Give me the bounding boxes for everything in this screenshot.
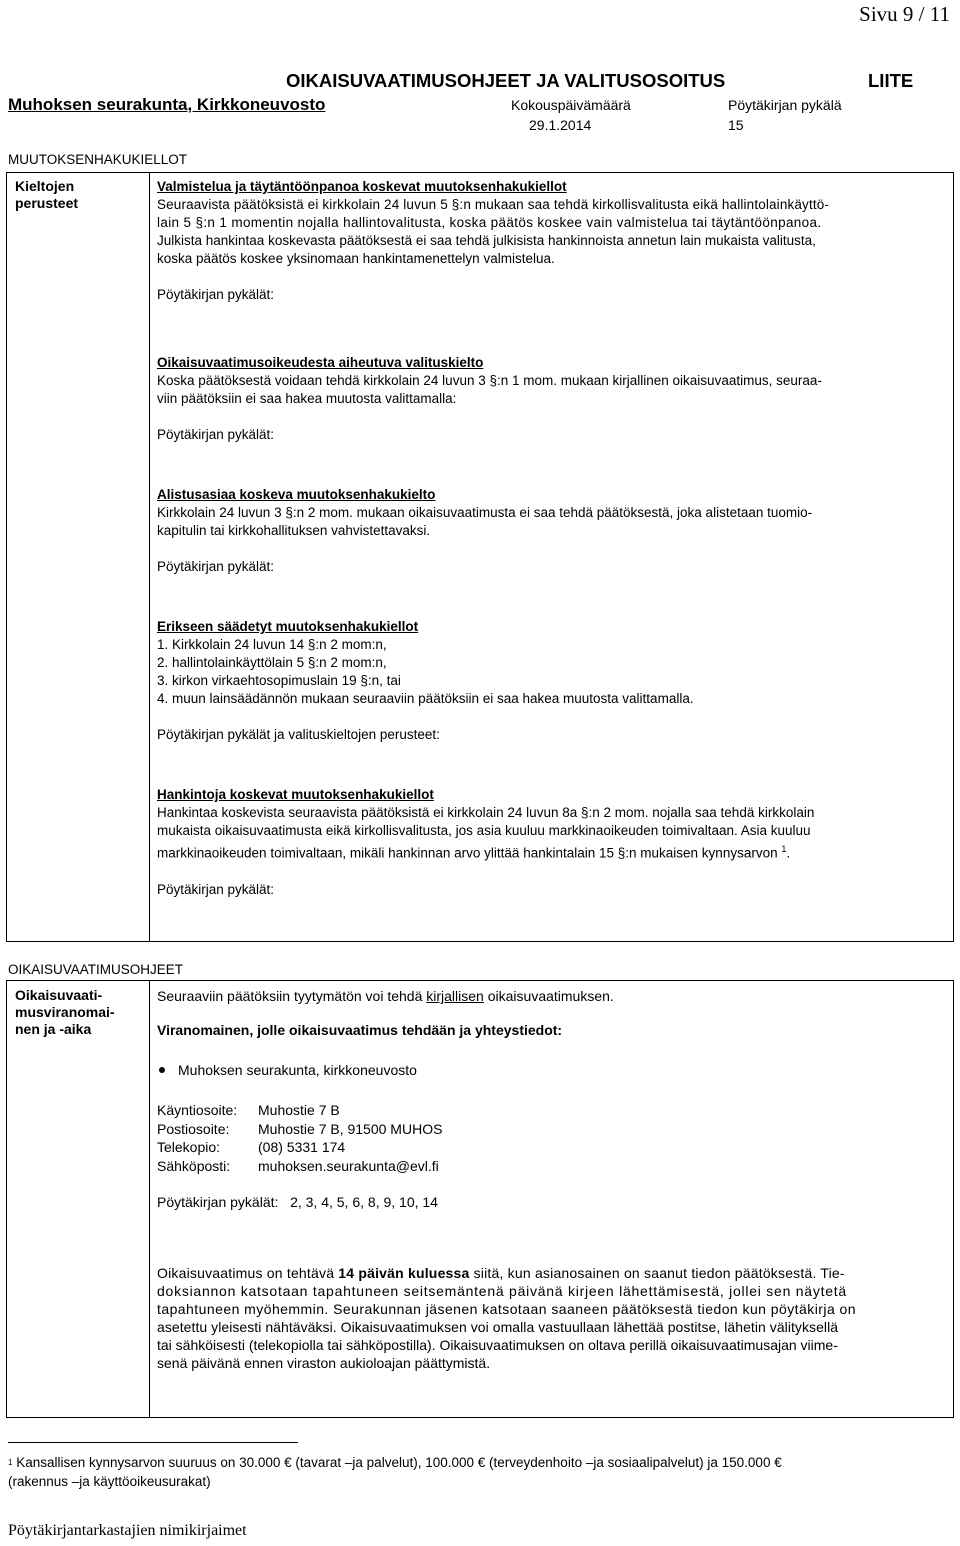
- address-row: Postiosoite: Muhostie 7 B, 91500 MUHOS: [157, 1120, 443, 1137]
- text-line: asetettu yleisesti nähtäväksi. Oikaisuvaatimuksen voi omalla vastuullaan lähettää postitse, lähetin välityksellä: [157, 1319, 839, 1335]
- text-line: tapahtuneen myöhemmin. Seurakunnan jäsenen katsotaan saaneen päätöksestä tiedon kun pöytäkirja on: [157, 1301, 856, 1317]
- text-line: doksiannon katsotaan tapahtuneen seitsemäntenä päivänä kirjeen lähettämisestä, jollei sen näytetä: [157, 1283, 847, 1299]
- restrictions-table: [6, 172, 954, 942]
- meeting-date: 29.1.2014: [529, 117, 592, 133]
- sections-label: Pöytäkirjan pykälät:: [157, 881, 275, 897]
- text-line: Hankintaa koskevista seuraavista päätöksistä ei kirkkolain 24 luvun 8a §:n 2 mom. nojalla saa tehdä kirkkolain: [157, 805, 815, 820]
- text-line: kapitulin tai kirkkohallituksen vahvistettavaksi.: [157, 523, 431, 538]
- sections-label: Pöytäkirjan pykälät ja valituskieltojen perusteet:: [157, 727, 440, 742]
- text-line: koska päätös koskee yksinomaan hankintamenettelyn valmistelua.: [157, 251, 555, 266]
- authority-item: Muhoksen seurakunta, kirkkoneuvosto: [157, 1061, 945, 1079]
- footnote-reference: 1: [781, 844, 787, 854]
- address-table: [157, 1101, 442, 1175]
- minutes-section: 15: [728, 117, 744, 133]
- claim-sections: Pöytäkirjan pykälät: 2, 3, 4, 5, 6, 8, 9, 10, 14: [157, 1194, 438, 1210]
- block-heading: Valmistelua ja täytäntöönpanoa koskevat muutoksenhakukiellot: [157, 179, 567, 194]
- list-item: 1. Kirkkolain 24 luvun 14 §:n 2 mom:n,: [157, 637, 387, 652]
- document-title: OIKAISUVAATIMUSOHJEET JA VALITUSOSOITUS: [286, 70, 726, 91]
- text-line: Kirkkolain 24 luvun 3 §:n 2 mom. mukaan oikaisuvaatimusta ei saa tehdä päätöksestä, joka alistetaan tuomio-: [157, 505, 813, 520]
- list-item: 4. muun lainsäädännön mukaan seuraaviin päätöksiin ei saa hakea muutosta valittamalla.: [157, 691, 694, 706]
- restrictions-left-heading: Kieltojen perusteet: [7, 173, 150, 942]
- sections-label: Pöytäkirjan pykälät:: [157, 287, 275, 302]
- email-value: muhoksen.seurakunta@evl.fi: [258, 1157, 439, 1174]
- deadline-text: Oikaisuvaatimus on tehtävä 14 päivän kuluessa siitä, kun asianosainen on saanut tiedon päätöksestä. Tie-: [157, 1265, 845, 1281]
- footnote: $^1$ Kansallisen kynnysarvon suuruus on 30.000 € (tavarat –ja palvelut), 100.000 € (terveydenhoito –ja sosiaalipalvelut) ja 150.000 € (rakennus –ja käyttöoikeusurakat): [8, 1455, 782, 1489]
- claim-content: [150, 981, 954, 1418]
- address-row: Sähköposti: muhoksen.seurakunta@evl.fi: [157, 1157, 442, 1176]
- block-heading: Alistusasiaa koskeva muutoksenhakukielto: [157, 487, 436, 502]
- restrictions-section-title: MUUTOKSENHAKUKIELLOT: [8, 152, 188, 167]
- meeting-date-label: Kokouspäivämäärä: [511, 97, 631, 113]
- claim-section-title: OIKAISUVAATIMUSOHJEET: [8, 962, 184, 977]
- block-heading: Erikseen säädetyt muutoksenhakukiellot: [157, 619, 419, 634]
- bullet-icon: [159, 1067, 165, 1073]
- address-row: Telekopio: (08) 5331 174: [157, 1139, 346, 1155]
- text-line: Seuraavista päätöksistä ei kirkkolain 24 luvun 5 §:n mukaan saa tehdä kirkollisvalitusta eikä hallintolainkäyttö-: [157, 197, 830, 212]
- restrictions-content: [150, 173, 954, 942]
- text-line: markkinaoikeuden toimivaltaan, mikäli hankinnan arvo ylittää hankintalain 15 §:n mukaisen kynnysarvon $^1$.: [157, 844, 791, 861]
- text-line: Koska päätöksestä voidaan tehdä kirkkolain 24 luvun 3 §:n 1 mom. mukaan kirjallinen oikaisuvaatimus, seuraa-: [157, 373, 822, 388]
- organization-name: Muhoksen seurakunta, Kirkkoneuvosto: [8, 95, 326, 114]
- footnote-separator: [8, 1442, 298, 1443]
- block-heading: Oikaisuvaatimusoikeudesta aiheutuva valituskielto: [157, 355, 484, 370]
- list-item: 2. hallintolainkäyttölain 5 §:n 2 mom:n,: [157, 655, 387, 670]
- claim-left-heading: Oikaisuvaati- musviranomai- nen ja -aika: [7, 981, 150, 1418]
- footnote-marker: 1: [8, 1458, 13, 1467]
- footer-initials: Pöytäkirjantarkastajien nimikirjaimet: [8, 1522, 247, 1539]
- page-number: Sivu 9 / 11: [859, 2, 950, 26]
- sections-label: Pöytäkirjan pykälät:: [157, 559, 275, 574]
- text-line: mukaista oikaisuvaatimusta eikä kirkollisvalitusta, jos asia kuuluu markkinaoikeuden toimivaltaan. Asia kuuluu: [157, 823, 811, 838]
- authority-heading: Viranomainen, jolle oikaisuvaatimus tehdään ja yhteystiedot:: [157, 1022, 563, 1038]
- sections-label: Pöytäkirjan pykälät:: [157, 427, 275, 442]
- text-line: tai sähköisesti (telekopiolla tai sähköpostilla). Oikaisuvaatimuksen on oltava perillä oikaisuvaatimusajan viime-: [157, 1337, 838, 1353]
- claim-intro: Seuraaviin päätöksiin tyytymätön voi tehdä kirjallisen oikaisuvaatimuksen.: [157, 988, 614, 1004]
- text-line: lain 5 §:n 1 momentin nojalla hallintovalitusta, koska päätös koskee vain valmistelua tai täytäntöönpanoa.: [157, 215, 822, 230]
- minutes-section-label: Pöytäkirjan pykälä: [728, 97, 842, 113]
- text-line: senä päivänä ennen viraston aukioloajan päättymistä.: [157, 1355, 491, 1371]
- text-line: Julkista hankintaa koskevasta päätöksestä ei saa tehdä julkisista hankinnoista annetun lain mukaista valitusta,: [157, 233, 816, 248]
- claim-table: [6, 980, 954, 1418]
- liite-label: LIITE: [868, 70, 914, 91]
- address-row: Käyntiosoite: Muhostie 7 B: [157, 1102, 340, 1118]
- text-line: viin päätöksiin ei saa hakea muutosta valittamalla:: [157, 391, 457, 406]
- list-item: 3. kirkon virkaehtosopimuslain 19 §:n, tai: [157, 673, 401, 688]
- block-heading: Hankintoja koskevat muutoksenhakukiellot: [157, 787, 434, 802]
